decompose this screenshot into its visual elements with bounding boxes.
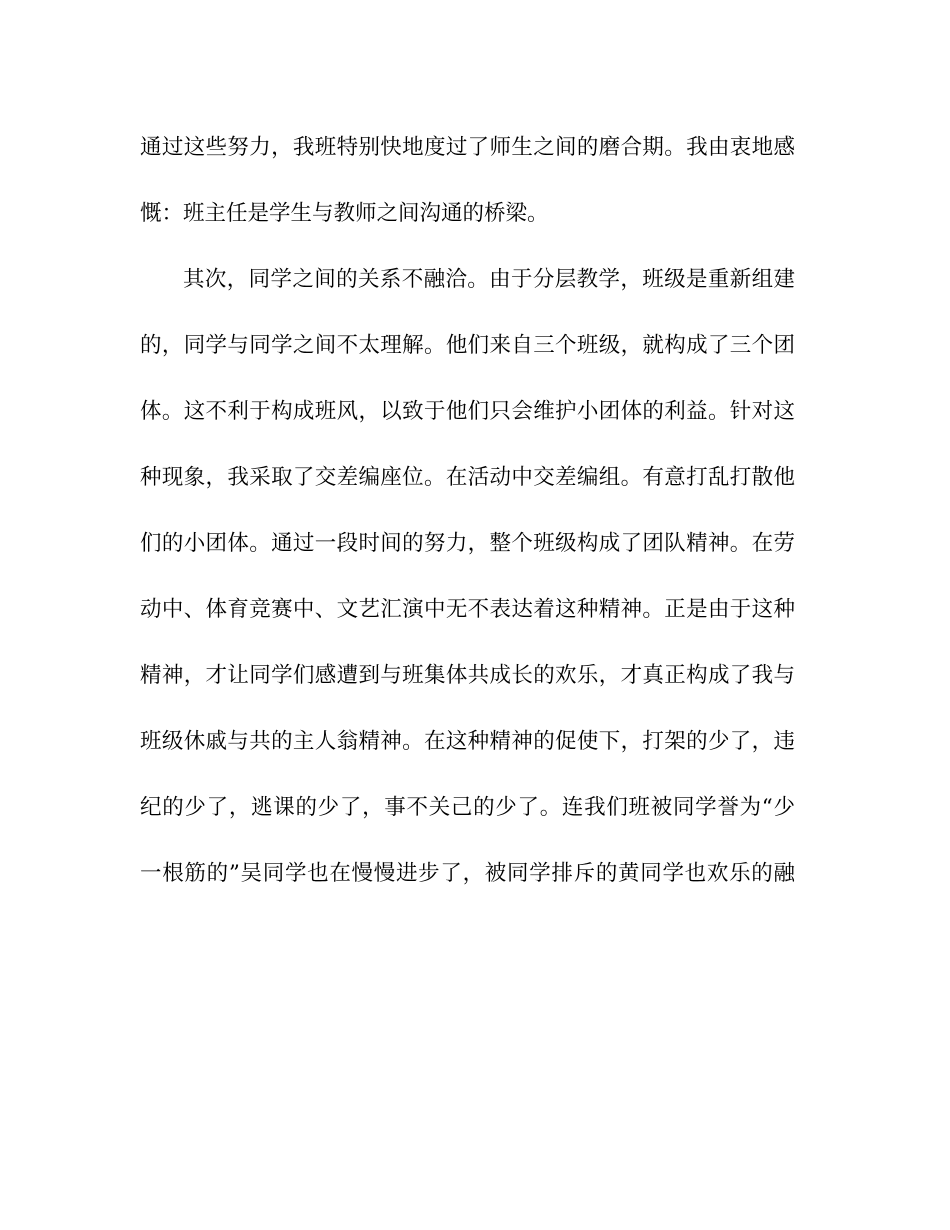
text-line: 种现象，我采取了交差编座位。在活动中交差编组。有意打乱打散他	[140, 465, 795, 490]
text-line: 慨：班主任是学生与教师之间沟通的桥梁。	[140, 201, 549, 226]
text-line: 通过这些努力，我班特别快地度过了师生之间的磨合期。我由衷地感	[140, 135, 795, 160]
text-line: 体。这不利于构成班风，以致于他们只会维护小团体的利益。针对这	[140, 399, 795, 424]
text-line: 精神，才让同学们感遭到与班集体共成长的欢乐，才真正构成了我与	[140, 663, 795, 688]
text-line: 动中、体育竞赛中、文艺汇演中无不表达着这种精神。正是由于这种	[140, 597, 795, 622]
text-line: 的，同学与同学之间不太理解。他们来自三个班级，就构成了三个团	[140, 333, 795, 358]
text-line: 们的小团体。通过一段时间的努力，整个班级构成了团队精神。在劳	[140, 531, 795, 556]
text-line: 班级休戚与共的主人翁精神。在这种精神的促使下，打架的少了，违	[140, 729, 795, 754]
paragraph-first-line: 其次，同学之间的关系不融洽。由于分层教学，班级是重新组建	[183, 267, 795, 292]
text-line: 纪的少了，逃课的少了，事不关己的少了。连我们班被同学誉为“少	[140, 795, 795, 820]
text-line: 一根筋的”吴同学也在慢慢进步了，被同学排斥的黄同学也欢乐的融	[140, 861, 795, 886]
body-text	[140, 130, 795, 922]
